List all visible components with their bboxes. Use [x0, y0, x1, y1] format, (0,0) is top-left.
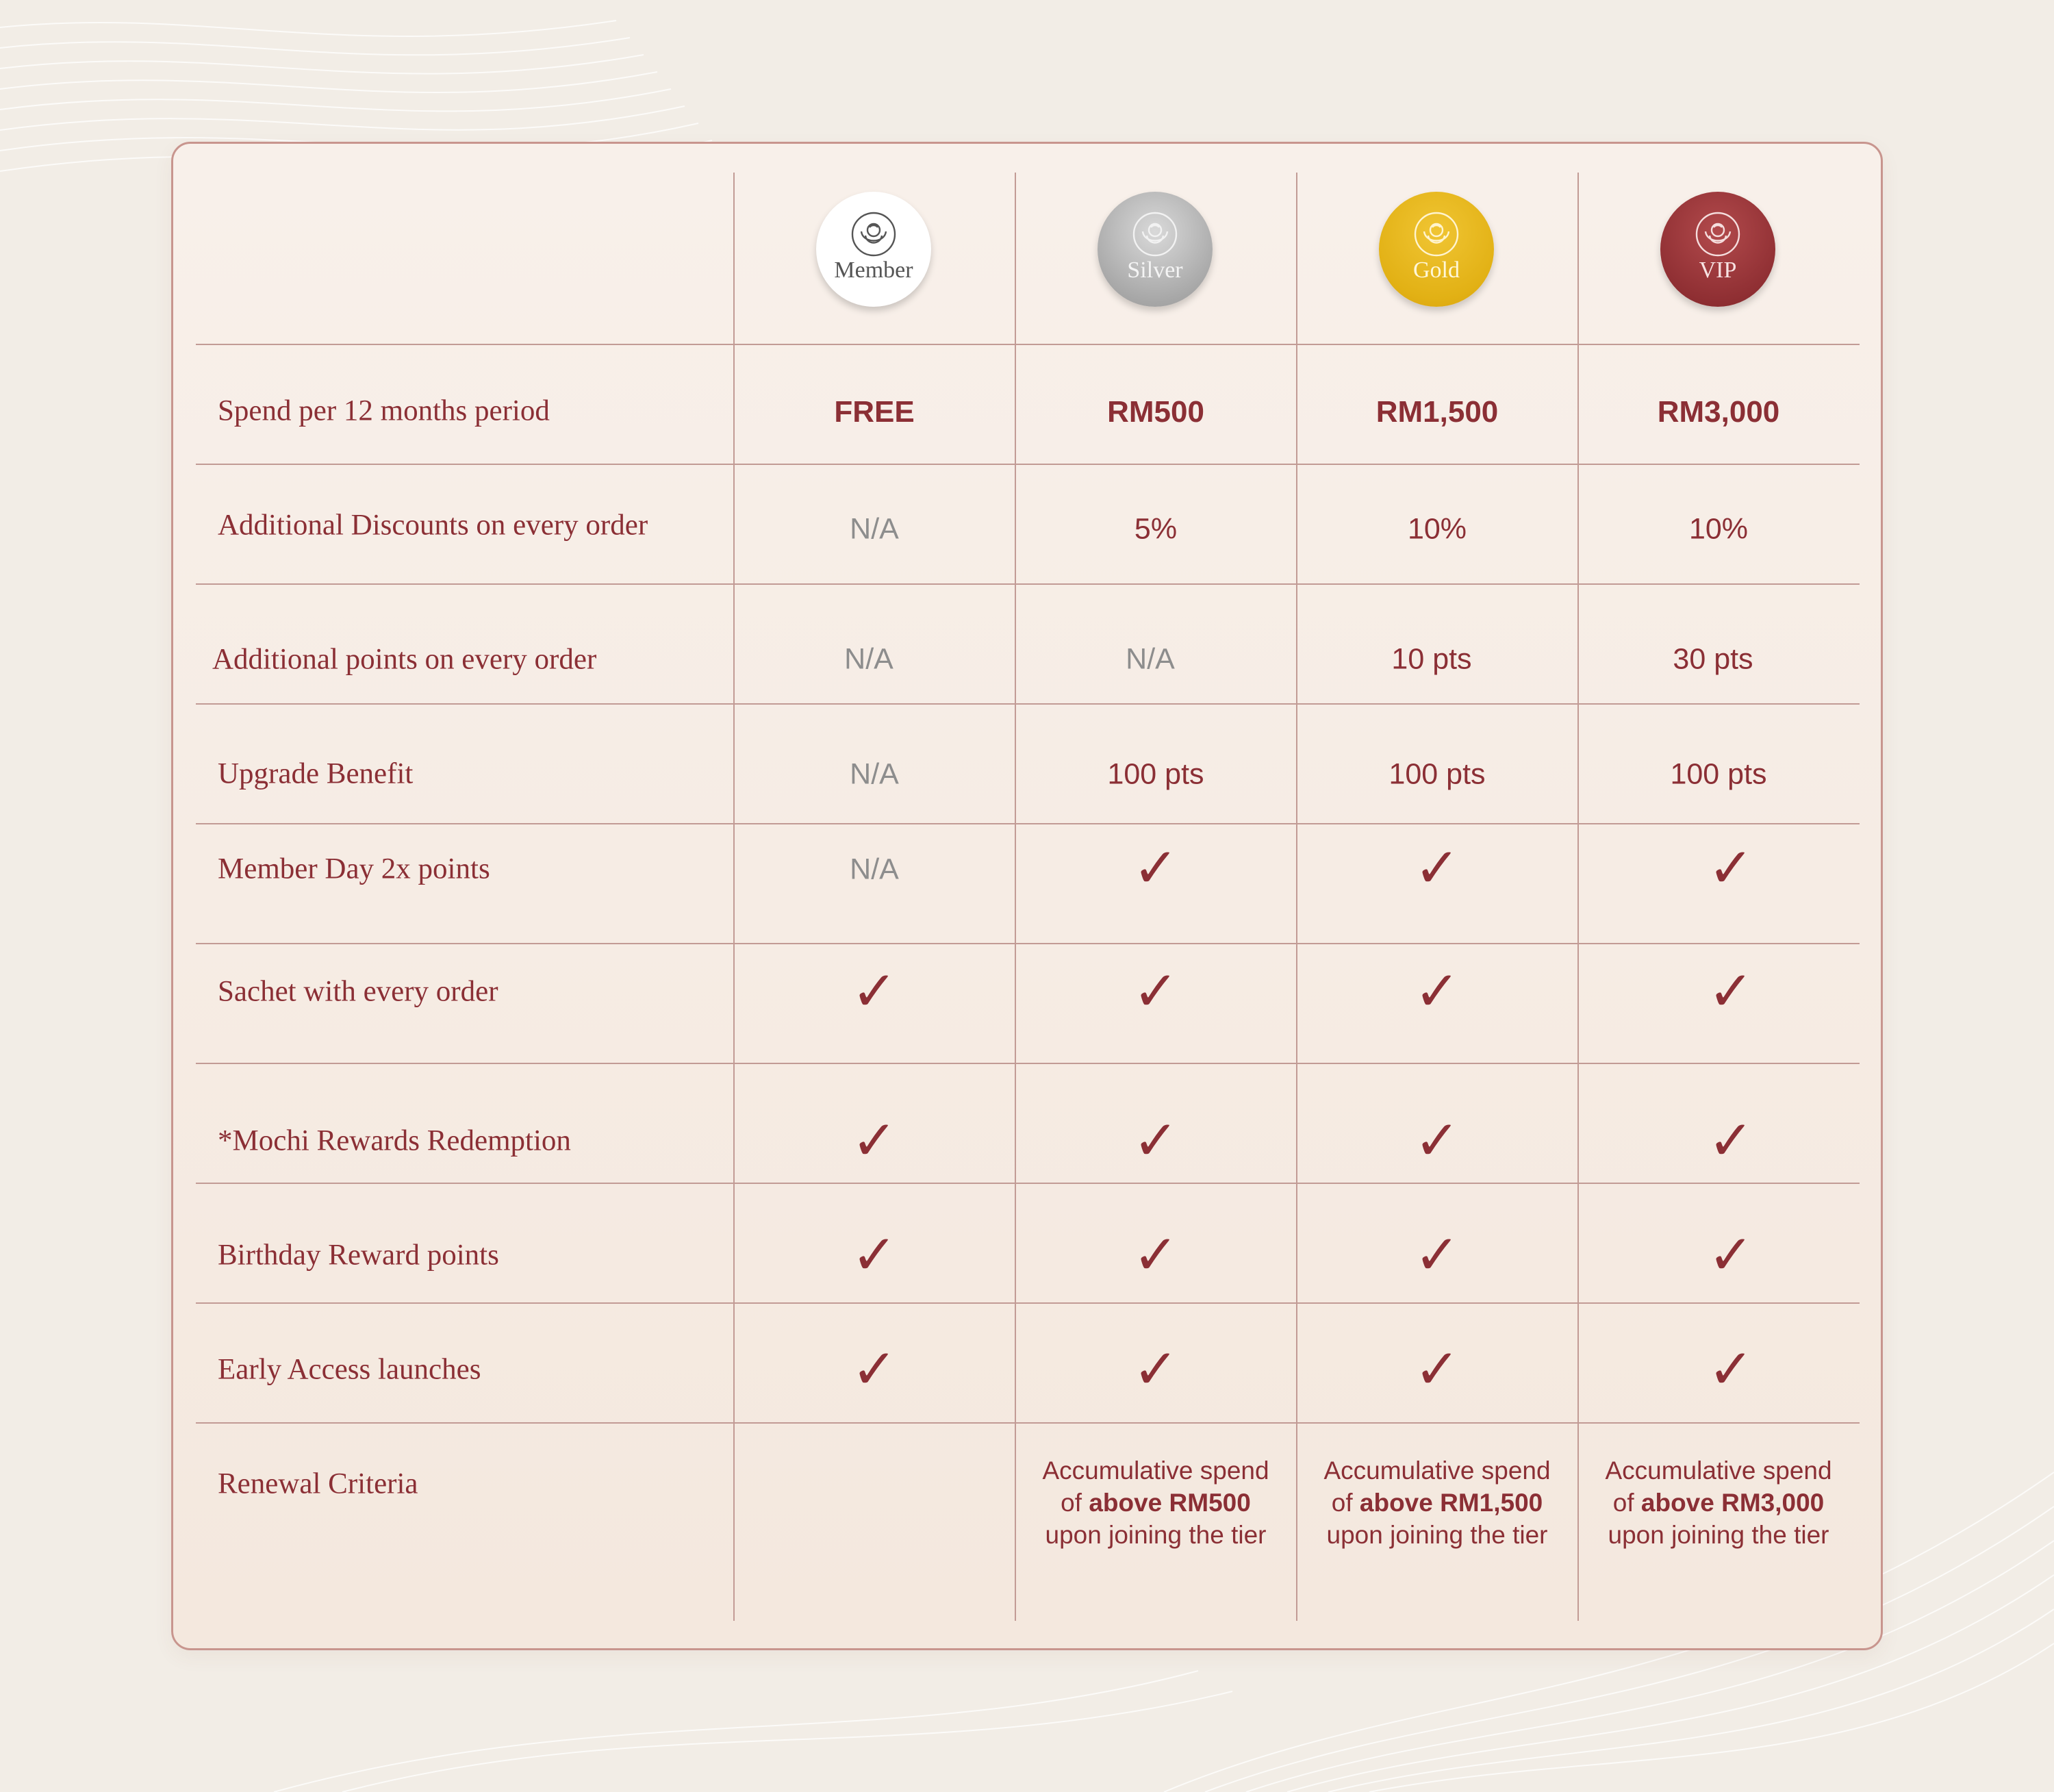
renewal-line — [1578, 1487, 1859, 1519]
tier-comparison-table — [171, 142, 1883, 1650]
check-mark-icon: ✓ — [1708, 836, 1754, 900]
renewal-of: of — [1061, 1489, 1082, 1517]
check-mark-icon: ✓ — [1708, 1109, 1754, 1172]
row-divider — [196, 1302, 1860, 1304]
spend-value: RM500 — [1107, 395, 1204, 429]
check-mark-icon: ✓ — [1414, 1337, 1460, 1401]
discount-value: 10% — [1688, 512, 1749, 546]
check-mark-icon: ✓ — [851, 959, 898, 1023]
renewal-criteria-vip — [1578, 1454, 1859, 1551]
points-value: N/A — [1126, 642, 1175, 676]
tier-badge-vip — [1660, 192, 1775, 307]
points-value: N/A — [844, 642, 893, 676]
upgrade-value: N/A — [850, 757, 899, 791]
row-label-discount: Additional Discounts on every order — [218, 509, 648, 542]
row-divider — [196, 943, 1860, 944]
column-divider — [1296, 173, 1297, 1621]
tier-name: Silver — [1127, 257, 1183, 283]
row-divider — [196, 703, 1860, 705]
check-mark-icon: ✓ — [1132, 836, 1179, 900]
renewal-of: of — [1331, 1489, 1353, 1517]
check-mark-icon: ✓ — [1414, 1223, 1460, 1287]
column-divider — [733, 173, 735, 1621]
check-mark-icon: ✓ — [1132, 959, 1179, 1023]
flower-logo-icon — [849, 210, 898, 259]
row-label-points: Additional points on every order — [212, 643, 597, 676]
check-mark-icon: ✓ — [1132, 1109, 1179, 1172]
tier-badge-silver — [1098, 192, 1213, 307]
tier-name: VIP — [1699, 257, 1737, 283]
row-label-sachet: Sachet with every order — [218, 975, 498, 1008]
flower-logo-icon — [1693, 210, 1742, 259]
row-divider — [196, 1422, 1860, 1424]
spend-value: RM3,000 — [1657, 395, 1780, 429]
tier-name: Member — [834, 257, 913, 283]
check-mark-icon: ✓ — [1132, 1337, 1179, 1401]
renewal-line: Accumulative spend — [1605, 1456, 1832, 1485]
row-label-upgrade: Upgrade Benefit — [218, 757, 414, 790]
discount-value: N/A — [850, 512, 899, 546]
renewal-line: Accumulative spend — [1042, 1456, 1269, 1485]
renewal-criteria-gold — [1297, 1454, 1577, 1551]
row-divider — [196, 583, 1860, 585]
row-label-early-access: Early Access launches — [218, 1353, 481, 1386]
row-divider — [196, 1063, 1860, 1064]
check-mark-icon: ✓ — [1708, 959, 1754, 1023]
check-mark-icon: ✓ — [851, 1109, 898, 1172]
renewal-line: upon joining the tier — [1045, 1521, 1267, 1549]
flower-logo-icon — [1130, 210, 1180, 259]
discount-value: 10% — [1407, 512, 1467, 546]
row-divider — [196, 823, 1860, 824]
renewal-line: Accumulative spend — [1323, 1456, 1551, 1485]
renewal-line — [1297, 1487, 1577, 1519]
renewal-amount: above RM1,500 — [1359, 1489, 1543, 1517]
row-label-spend: Spend per 12 months period — [218, 394, 550, 427]
tier-badge-member — [816, 192, 931, 307]
check-mark-icon: ✓ — [1708, 1223, 1754, 1287]
flower-logo-icon — [1412, 210, 1461, 259]
check-mark-icon: ✓ — [851, 1337, 898, 1401]
points-value: 30 pts — [1673, 642, 1753, 676]
upgrade-value: 100 pts — [1107, 757, 1204, 791]
renewal-line: upon joining the tier — [1326, 1521, 1548, 1549]
check-mark-icon: ✓ — [1414, 1109, 1460, 1172]
check-mark-icon: ✓ — [1414, 836, 1460, 900]
upgrade-value: 100 pts — [1670, 757, 1767, 791]
row-label-birthday: Birthday Reward points — [218, 1239, 499, 1272]
column-divider — [1577, 173, 1579, 1621]
check-mark-icon: ✓ — [1708, 1337, 1754, 1401]
member-day-value: N/A — [850, 853, 899, 886]
spend-value: FREE — [834, 395, 915, 429]
points-value: 10 pts — [1391, 642, 1472, 676]
renewal-of: of — [1612, 1489, 1634, 1517]
renewal-criteria-silver — [1015, 1454, 1296, 1551]
row-divider — [196, 1183, 1860, 1184]
row-label-mochi: *Mochi Rewards Redemption — [218, 1124, 571, 1157]
check-mark-icon: ✓ — [1414, 959, 1460, 1023]
renewal-line: upon joining the tier — [1608, 1521, 1829, 1549]
discount-value: 5% — [1134, 512, 1178, 546]
tier-badge-gold — [1379, 192, 1494, 307]
check-mark-icon: ✓ — [1132, 1223, 1179, 1287]
renewal-line — [1015, 1487, 1296, 1519]
row-label-renewal: Renewal Criteria — [218, 1467, 418, 1500]
column-divider — [1015, 173, 1016, 1621]
upgrade-value: 100 pts — [1389, 757, 1486, 791]
check-mark-icon: ✓ — [851, 1223, 898, 1287]
row-label-member-day: Member Day 2x points — [218, 853, 490, 885]
renewal-amount: above RM3,000 — [1640, 1489, 1825, 1517]
spend-value: RM1,500 — [1375, 395, 1499, 429]
tier-name: Gold — [1413, 257, 1460, 283]
row-divider — [196, 464, 1860, 465]
row-divider — [196, 344, 1860, 345]
renewal-amount: above RM500 — [1089, 1489, 1251, 1517]
